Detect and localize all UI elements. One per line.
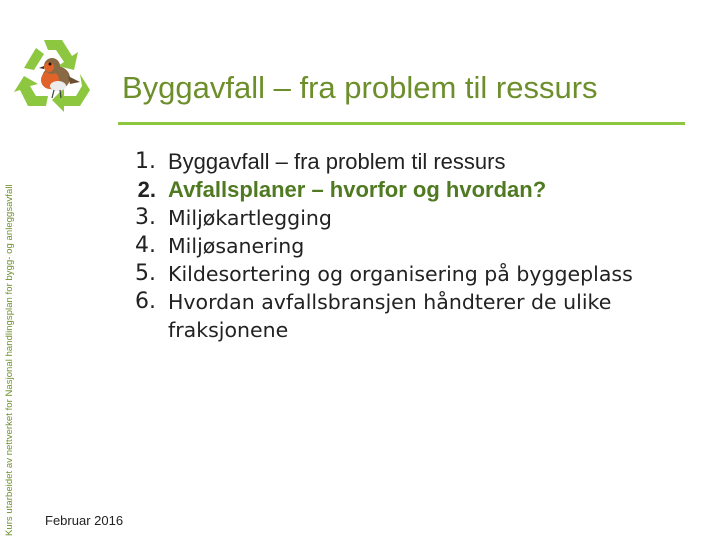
agenda-item-2 [110,176,670,204]
agenda-text: Kildesortering og organisering på byggeplass [168,262,633,286]
recycling-bird-logo-icon [14,34,96,112]
agenda-list [110,148,670,344]
side-caption: Kurs utarbeidet av nettverket for Nasjonal handlingsplan for bygg- og anleggsavfall [4,184,15,536]
title-divider [118,122,685,125]
agenda-text: Miljøsanering [168,234,305,258]
agenda-item-5 [110,260,670,288]
agenda-number: 3. [135,205,156,230]
agenda-text: Avfallsplaner – hvorfor og hvordan? [168,177,547,202]
agenda-number: 5. [135,261,156,286]
agenda-number: 2. [137,177,156,202]
agenda-number: 6. [135,289,156,314]
agenda-number: 4. [135,233,156,258]
agenda-item-4 [110,232,670,260]
agenda-text: Miljøkartlegging [168,206,332,230]
agenda-number: 1. [135,149,156,174]
agenda-text: Hvordan avfallsbransjen håndterer de ulike fraksjonene [168,290,612,342]
footer-date: Februar 2016 [45,513,124,528]
agenda-item-1 [110,148,670,176]
agenda-text: Byggavfall – fra problem til ressurs [168,149,506,174]
agenda-item-3 [110,204,670,232]
agenda-item-6 [110,288,670,344]
slide-title: Byggavfall – fra problem til ressurs [122,70,598,105]
